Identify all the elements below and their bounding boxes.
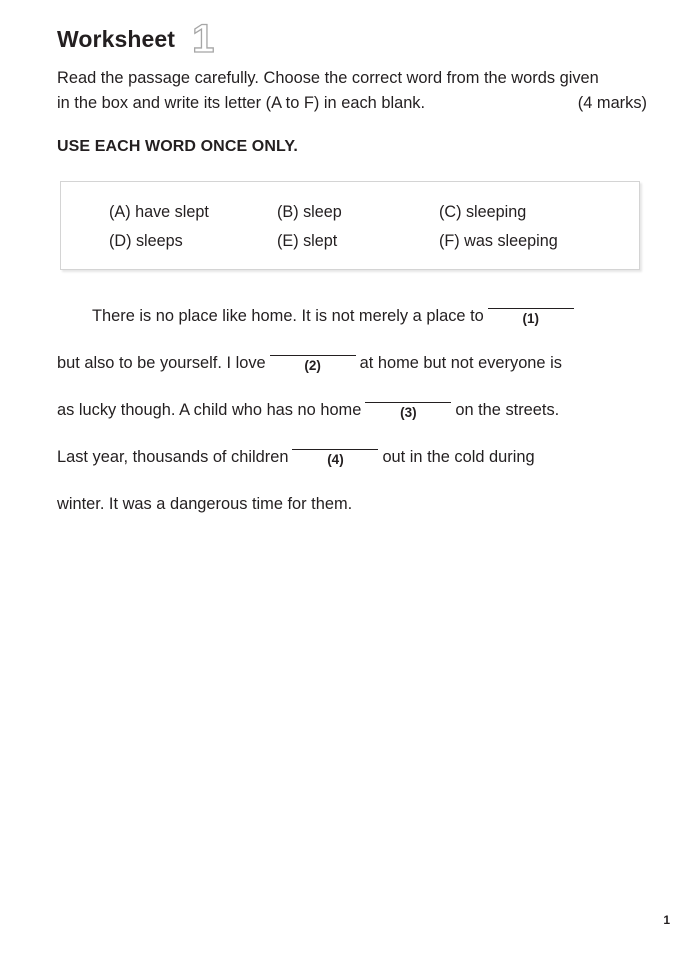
answer-blank-4-label: (4) [327,452,344,467]
passage-line [57,354,657,401]
passage-line [57,307,657,354]
word-bank-grid [109,201,558,252]
passage-text: on the streets. [455,401,560,419]
passage-line [57,401,657,448]
answer-blank-1-label: (1) [522,311,539,326]
word-bank-option-c: (C) sleeping [439,203,527,221]
marks-label: (4 marks) [577,94,647,112]
word-bank-box [60,181,640,270]
word-bank-option-d: (D) sleeps [109,232,183,250]
word-bank-option-a: (A) have slept [109,203,209,221]
answer-blank-1[interactable] [488,307,574,326]
instructions-line-2-row [57,91,647,116]
instructions-line-1: Read the passage carefully. Choose the correct word from the words given [57,69,599,87]
word-bank-option-b: (B) sleep [277,203,342,221]
answer-blank-2-label: (2) [304,358,321,373]
passage-text: out in the cold during [382,448,535,466]
answer-blank-2[interactable] [270,354,356,373]
passage-text: as lucky though. A child who has no home [57,401,362,419]
page-number: 1 [663,913,670,927]
answer-blank-3-label: (3) [400,405,417,420]
passage-text: There is no place like home. It is not merely a place to [92,307,484,325]
passage [57,307,657,542]
passage-text: at home but not everyone is [359,354,562,372]
worksheet-number: 1 [192,17,215,61]
answer-blank-4[interactable] [292,448,378,467]
passage-line [57,495,657,542]
instructions-line-2: in the box and write its letter (A to F) in each blank. [57,94,426,112]
passage-line [57,448,657,495]
passage-text: winter. It was a dangerous time for them. [57,495,353,513]
instructions [57,66,647,116]
use-each-word-notice: USE EACH WORD ONCE ONLY. [57,138,298,155]
page-title-text: Worksheet [57,26,176,52]
passage-text: but also to be yourself. I love [57,354,266,372]
word-bank-option-e: (E) slept [277,232,338,250]
page-title [57,17,215,61]
word-bank-option-f: (F) was sleeping [439,232,558,250]
passage-text: Last year, thousands of children [57,448,289,466]
answer-blank-3[interactable] [365,401,451,420]
